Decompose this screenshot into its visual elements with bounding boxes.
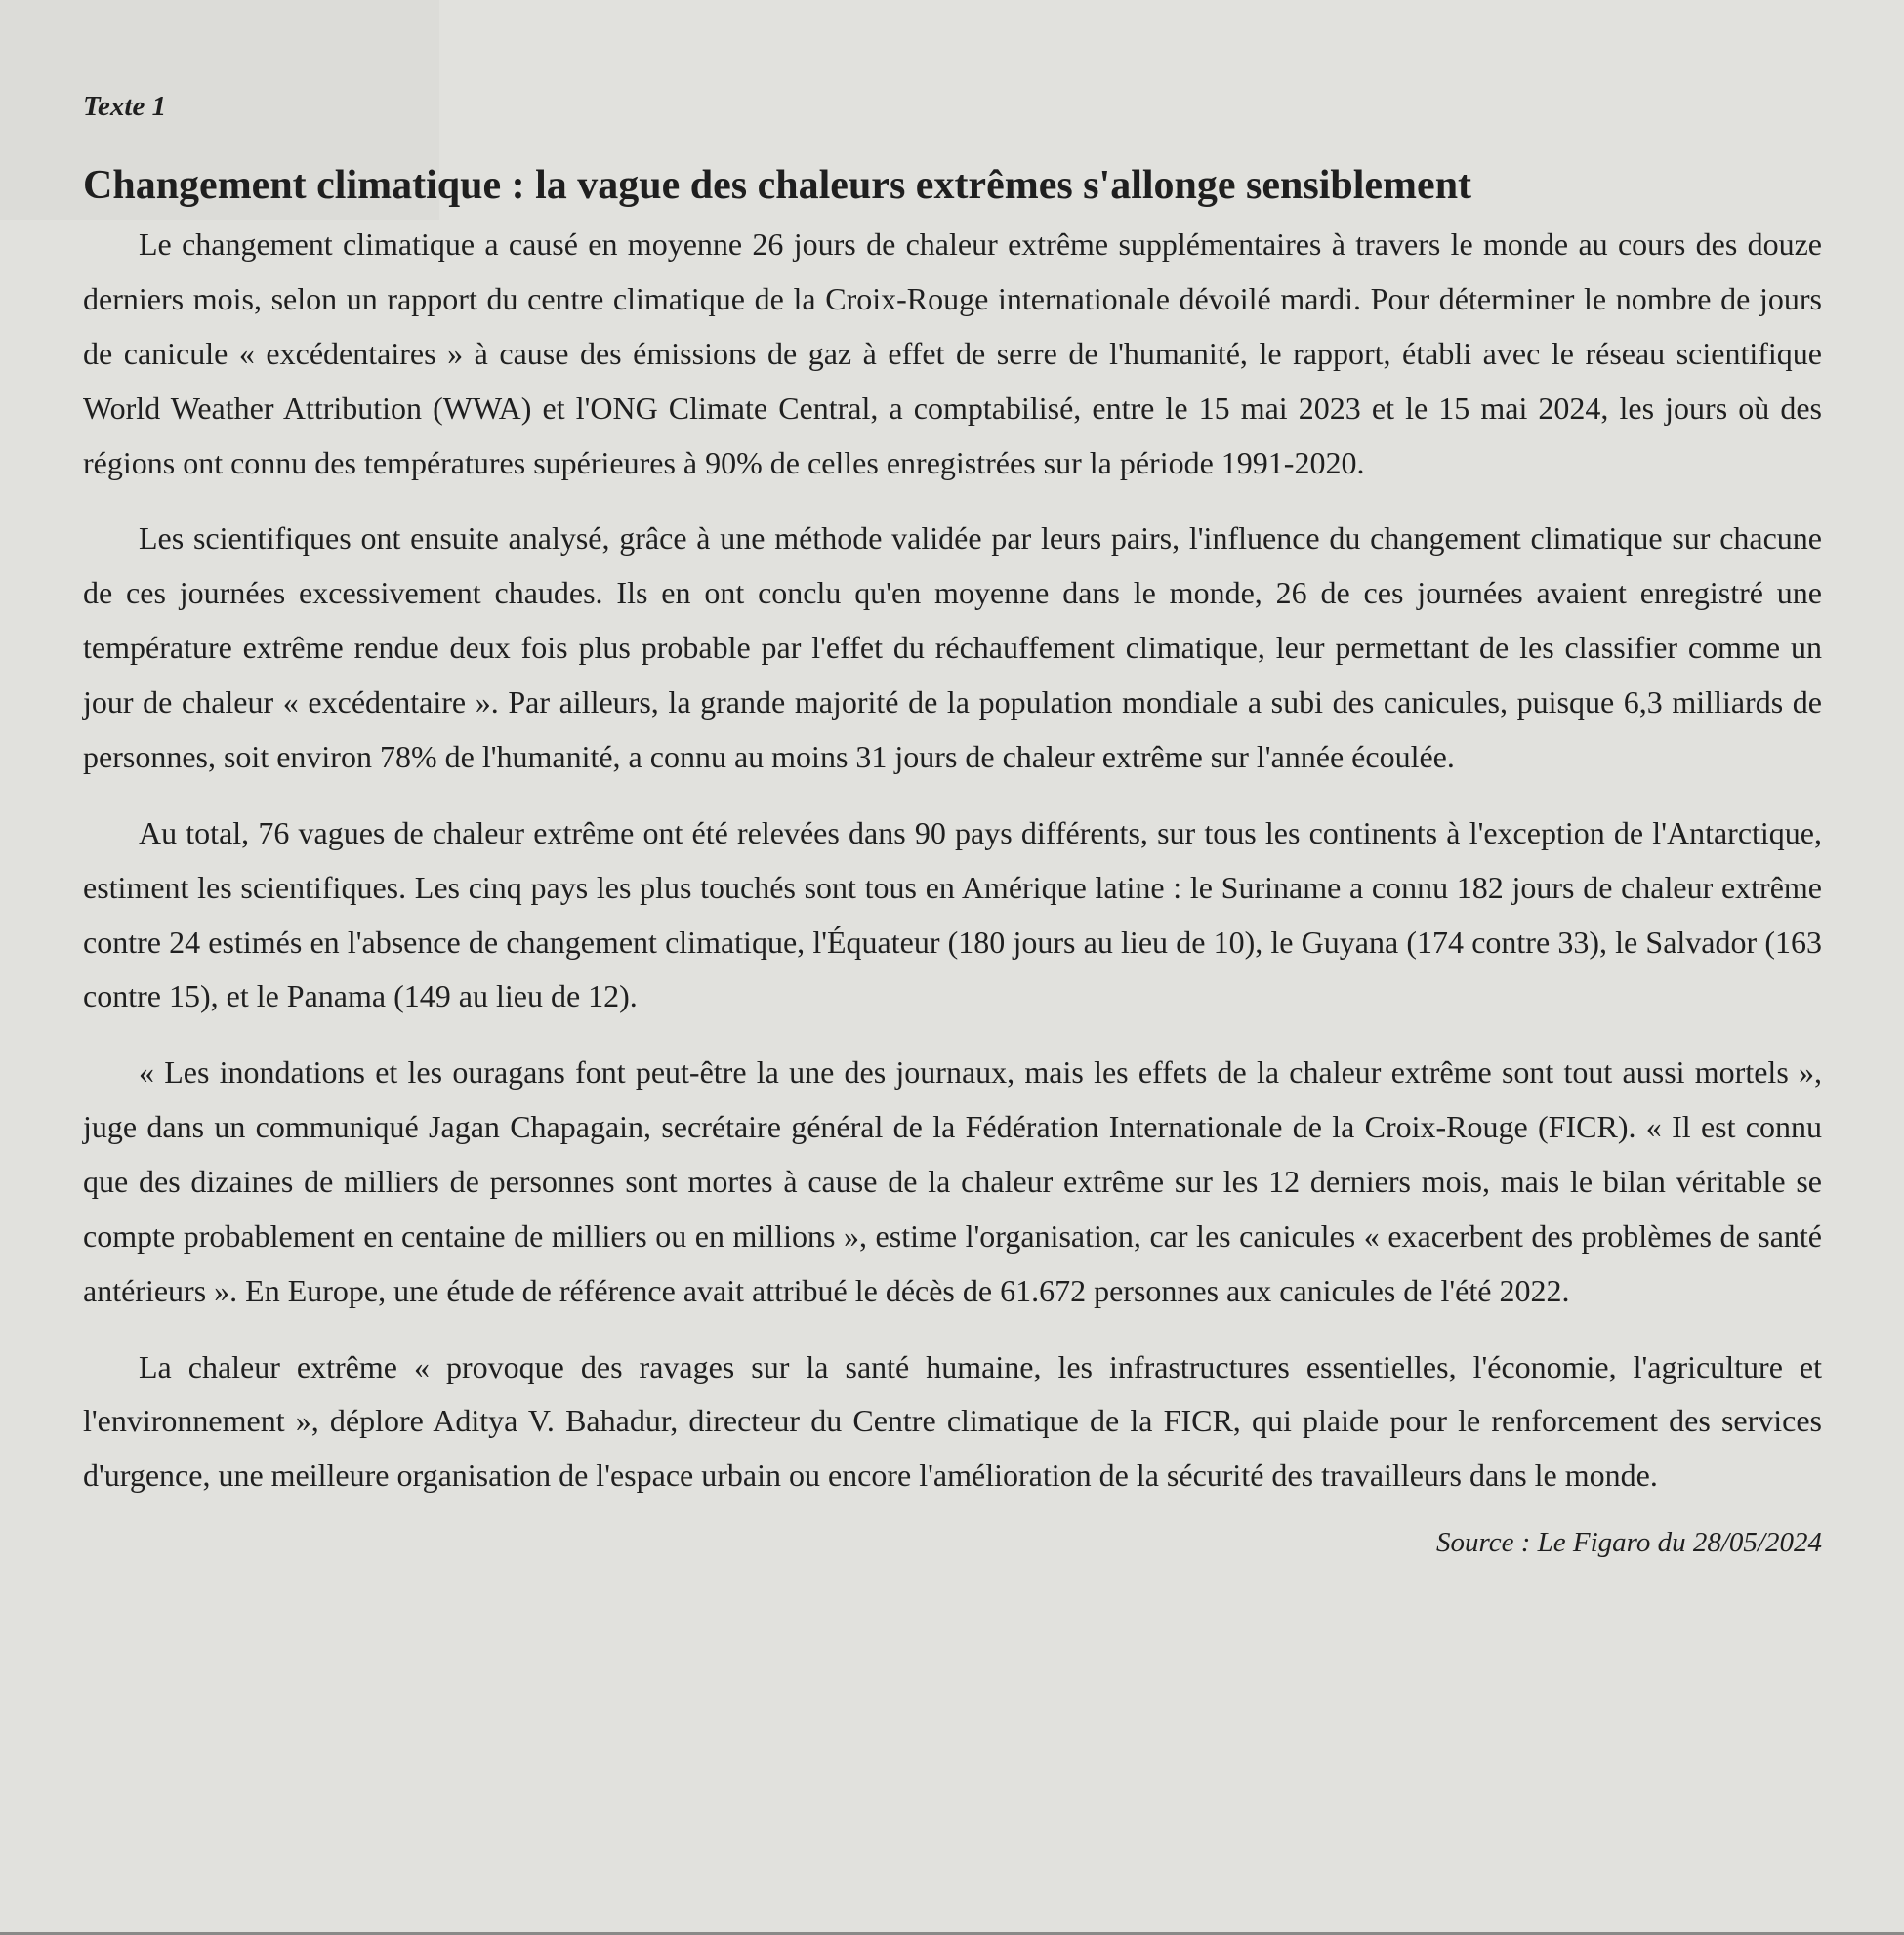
paragraph-4: « Les inondations et les ouragans font peut-être la une des journaux, mais les effets de la chaleur extrême sont tout aussi mortels », juge dans un communiqué Jagan Chapagain, secrétaire général de la Fédération Internationale de la Croix-Rouge (FICR). « Il est connu que des dizaines de milliers de personnes sont mortes à cause de la chaleur extrême sur les 12 derniers mois, mais le bilan véritable se compte probablement en centaine de milliers ou en millions », estime l'organisation, car les canicules « exacerbent des problèmes de santé antérieurs ». En Europe, une étude de référence avait attribué le décès de 61.672 personnes aux canicules de l'été 2022. [83, 1054, 1822, 1308]
paragraph-1: Le changement climatique a causé en moyenne 26 jours de chaleur extrême supplémentaires à travers le monde au cours des douze derniers mois, selon un rapport du centre climatique de la Croix-Rouge internationale dévoilé mardi. Pour déterminer le nombre de jours de canicule « excédentaires » à cause des émissions de gaz à effet de serre de l'humanité, le rapport, établi avec le réseau scientifique World Weather Attribution (WWA) et l'ONG Climate Central, a comptabilisé, entre le 15 mai 2023 et le 15 mai 2024, les jours où des régions ont connu des températures supérieures à 90% de celles enregistrées sur la période 1991-2020. [83, 226, 1822, 480]
document-page [83, 90, 1822, 1562]
text-label: Texte 1 [83, 91, 167, 122]
paragraph-5: La chaleur extrême « provoque des ravages sur la santé humaine, les infrastructures essentielles, l'économie, l'agriculture et l'environnement », déplore Aditya V. Bahadur, directeur du Centre climatique de la FICR, qui plaide pour le renforcement des services d'urgence, une meilleure organisation de l'espace urbain ou encore l'amélioration de la sécurité des travailleurs dans le monde. [83, 1348, 1822, 1494]
source-citation: Source : Le Figaro du 28/05/2024 [1436, 1527, 1822, 1559]
article-title: Changement climatique : la vague des chaleurs extrêmes s'allonge sensiblement [83, 162, 1472, 208]
paragraph-2: Les scientifiques ont ensuite analysé, grâce à une méthode validée par leurs pairs, l'influence du changement climatique sur chacune de ces journées excessivement chaudes. Ils en ont conclu qu'en moyenne dans le monde, 26 de ces journées avaient enregistré une température extrême rendue deux fois plus probable par l'effet du réchauffement climatique, leur permettant de les classifier comme un jour de chaleur « excédentaire ». Par ailleurs, la grande majorité de la population mondiale a subi des canicules, puisque 6,3 milliards de personnes, soit environ 78% de l'humanité, a connu au moins 31 jours de chaleur extrême sur l'année écoulée. [83, 520, 1822, 774]
paragraph-3: Au total, 76 vagues de chaleur extrême ont été relevées dans 90 pays différents, sur tous les continents à l'exception de l'Antarctique, estiment les scientifiques. Les cinq pays les plus touchés sont tous en Amérique latine : le Suriname a connu 182 jours de chaleur extrême contre 24 estimés en l'absence de changement climatique, l'Équateur (180 jours au lieu de 10), le Guyana (174 contre 33), le Salvador (163 contre 15), et le Panama (149 au lieu de 12). [83, 814, 1822, 1014]
